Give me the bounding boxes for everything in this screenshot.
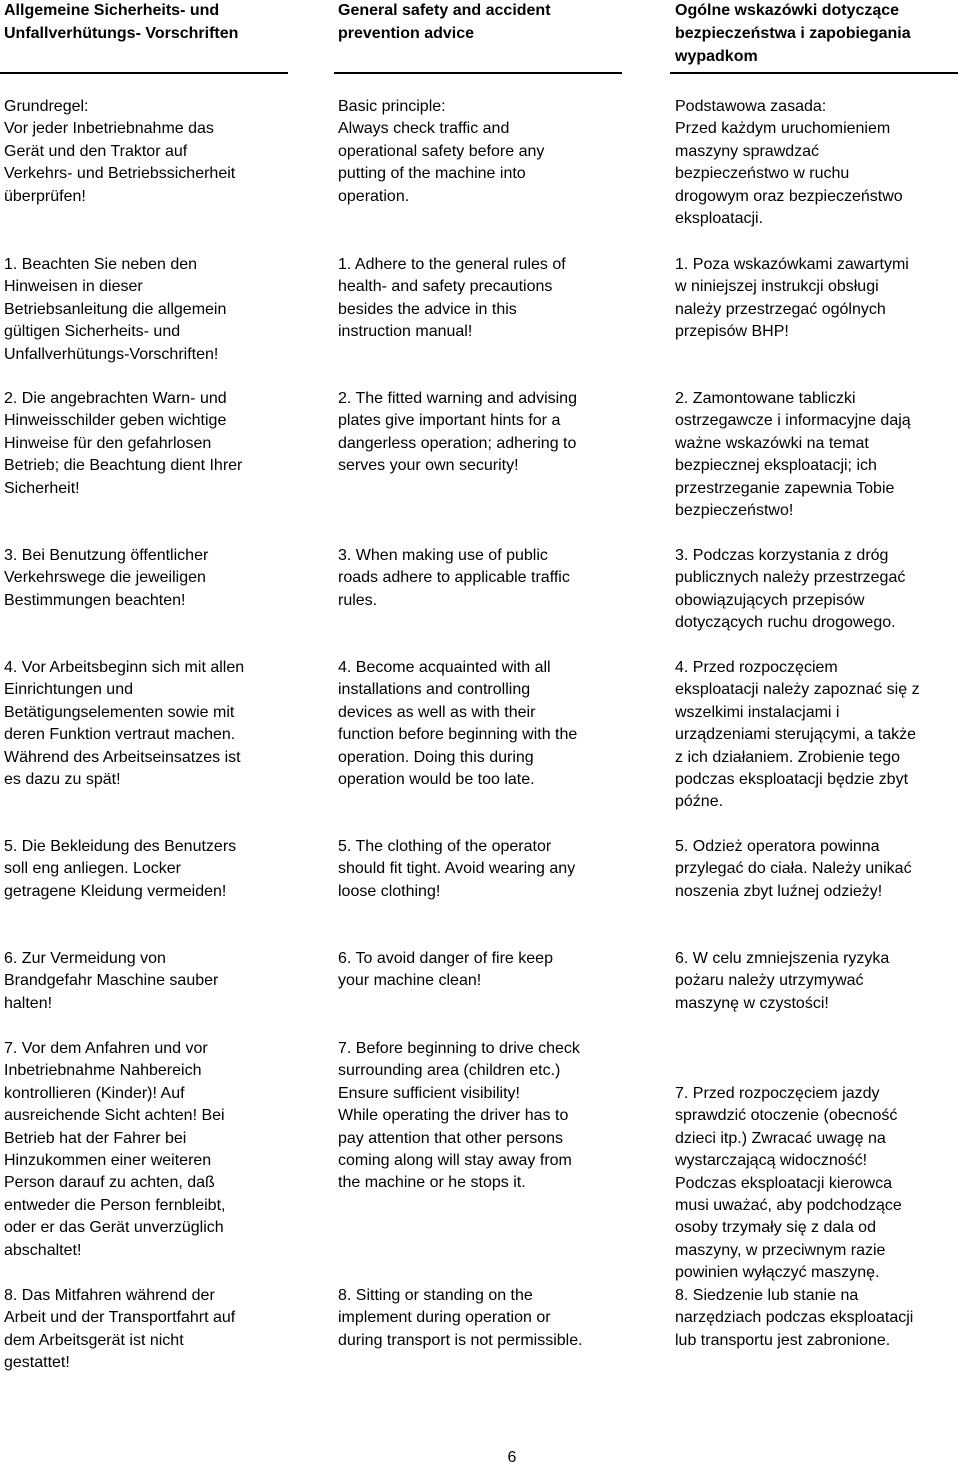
rule-3-de: 3. Bei Benutzung öffentlicher Verkehrswege die jeweiligen Bestimmungen beachten! (4, 547, 209, 609)
rule-6-de: 6. Zur Vermeidung von Brandgefahr Maschine sauber halten! (4, 950, 219, 1012)
basic-principle-en: Basic principle: Always check traffic and operational safety before any putting of the machine into operation. (338, 98, 545, 205)
rule-2-pl: 2. Zamontowane tabliczki ostrzegawcze i informacyjne dają ważne wskazówki na temat bezpiecznej eksploatacji; ich przestrzeganie zapewnia Tobie bezpieczeństwo! (675, 390, 911, 520)
rule-7-en: 7. Before beginning to drive check surrounding area (children etc.) Ensure sufficient visibility! While operating the driver has to pay attention that other persons coming along will stay away from the machine or he stops it. (338, 1040, 580, 1192)
rule-5-en: 5. The clothing of the operator should fit tight. Avoid wearing any loose clothing! (338, 838, 576, 900)
header-english: General safety and accident prevention advice (338, 2, 551, 42)
rule-7-de: 7. Vor dem Anfahren und vor Inbetriebnahme Nahbereich kontrollieren (Kinder)! Auf ausreichende Sicht achten! Bei Betrieb hat der Fahrer bei Hinzukommen einer weiteren Person darauf zu achten, daß entweder die Person fernbleibt, oder er das Gerät unverzüglich abschaltet! (4, 1040, 226, 1259)
rule-4-de: 4. Vor Arbeitsbeginn sich mit allen Einrichtungen und Betätigungselementen sowie mit deren Funktion vertraut machen. Während des Arbeitseinsatzes ist es dazu zu spät! (4, 659, 245, 789)
rule-2-en: 2. The fitted warning and advising plates give important hints for a dangerless operation; adhering to serves your own security! (338, 390, 577, 475)
rule-5-pl: 5. Odzież operatora powinna przylegać do ciała. Należy unikać noszenia zbyt luźnej odzieży! (675, 838, 912, 900)
header-german: Allgemeine Sicherheits- und Unfallverhütungs- Vorschriften (4, 2, 239, 42)
rule-6-en: 6. To avoid danger of fire keep your machine clean! (338, 950, 553, 990)
basic-principle-de: Grundregel: Vor jeder Inbetriebnahme das Gerät und den Traktor auf Verkehrs- und Betriebssicherheit überprüfen! (4, 98, 236, 205)
rule-4-pl: 4. Przed rozpoczęciem eksploatacji należy zapoznać się z wszelkimi instalacjami i urządzeniami sterującymi, a także z ich działaniem. Zrobienie tego podczas eksploatacji będzie zbyt późne. (675, 659, 920, 811)
rule-2-de: 2. Die angebrachten Warn- und Hinweisschilder geben wichtige Hinweise für den gefahrlosen Betrieb; die Beachtung dient Ihrer Sicherheit! (4, 390, 243, 497)
header-polish: Ogólne wskazówki dotyczące bezpieczeństwa i zapobiegania wypadkom (675, 2, 911, 65)
header-rule-polish (670, 72, 958, 74)
rule-8-pl: 8. Siedzenie lub stanie na narzędziach podczas eksploatacji lub transportu jest zabronione. (675, 1287, 914, 1349)
header-rule-english (334, 72, 622, 74)
page-number: 6 (507, 1449, 517, 1466)
rule-8-en: 8. Sitting or standing on the implement during operation or during transport is not permissible. (338, 1287, 583, 1349)
rule-8-de: 8. Das Mitfahren während der Arbeit und der Transportfahrt auf dem Arbeitsgerät ist nicht gestattet! (4, 1287, 236, 1372)
rule-1-pl: 1. Poza wskazówkami zawartymi w niniejszej instrukcji obsługi należy przestrzegać ogólnych przepisów BHP! (675, 256, 909, 341)
rule-6-pl: 6. W celu zmniejszenia ryzyka pożaru należy utrzymywać maszynę w czystości! (675, 950, 890, 1012)
rule-5-de: 5. Die Bekleidung des Benutzers soll eng anliegen. Locker getragene Kleidung vermeiden! (4, 838, 237, 900)
basic-principle-pl: Podstawowa zasada: Przed każdym uruchomieniem maszyny sprawdzać bezpieczeństwo w ruchu drogowym oraz bezpieczeństwo eksploatacji. (675, 98, 903, 228)
rule-4-en: 4. Become acquainted with all installations and controlling devices as well as with their function before beginning with the operation. Doing this during operation would be too late. (338, 659, 578, 789)
rule-3-pl: 3. Podczas korzystania z dróg publicznych należy przestrzegać obowiązujących przepisów dotyczących ruchu drogowego. (675, 547, 906, 632)
rule-3-en: 3. When making use of public roads adhere to applicable traffic rules. (338, 547, 570, 609)
header-rule-german (0, 72, 288, 74)
rule-7-pl: 7. Przed rozpoczęciem jazdy sprawdzić otoczenie (obecność dzieci itp.) Zwracać uwagę na wystarczającą widoczność! Podczas eksploatacji kierowca musi uważać, aby podchodzące osoby trzymały się z dala od maszyny, w przeciwnym razie powinien wyłączyć maszynę. (675, 1085, 902, 1282)
rule-1-en: 1. Adhere to the general rules of health- and safety precautions besides the advice in this instruction manual! (338, 256, 566, 341)
rule-1-de: 1. Beachten Sie neben den Hinweisen in dieser Betriebsanleitung die allgemein gültigen Sicherheits- und Unfallverhütungs-Vorschriften! (4, 256, 227, 363)
